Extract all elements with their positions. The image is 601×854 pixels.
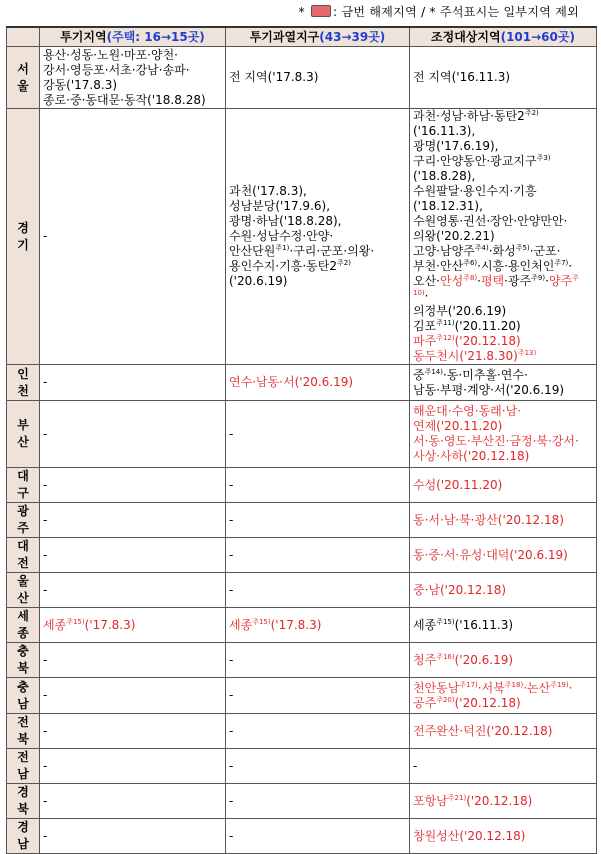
header-speculation-zone: 투기지역(주택: 16→15곳) — [40, 27, 226, 47]
footnote-mark: 주17) — [459, 680, 478, 689]
cell-adjustment-target — [410, 503, 597, 538]
cell-text: 포항남 — [413, 793, 448, 808]
note-text: : 금번 해제지역 / * 주석표시는 일부지역 제외 — [333, 5, 579, 19]
table-row — [7, 109, 597, 365]
cell-speculation-zone — [40, 819, 226, 854]
cell-text: ('17.8.3) — [84, 617, 136, 632]
cell-overheated-district — [226, 608, 410, 643]
cell-adjustment-target — [410, 47, 597, 109]
cell-speculation-zone — [40, 47, 226, 109]
cell-speculation-zone — [40, 643, 226, 678]
cell-text: 세종 — [413, 617, 437, 632]
cell-text: ('20.12.18) — [466, 793, 533, 808]
cell-overheated-district — [226, 468, 410, 503]
cell-speculation-zone — [40, 365, 226, 401]
cell-text: ('16.11.3), 광명('17.6.19), 구리·안양동안·광교지구 — [413, 124, 537, 168]
cell-text: - — [229, 426, 234, 441]
cell-text: - — [43, 758, 48, 773]
cell-text: · 공주 — [413, 680, 573, 710]
cell-text: 창원성산('20.12.18) — [413, 828, 526, 843]
footnote-mark: 주2) — [524, 109, 539, 117]
footnote-mark: 주16) — [436, 652, 455, 661]
footnote-mark: 주15) — [252, 617, 271, 626]
cell-adjustment-target — [410, 678, 597, 714]
table-row — [7, 401, 597, 468]
cell-text: 수성('20.11.20) — [413, 477, 503, 492]
header-row — [7, 27, 597, 47]
cell-speculation-zone — [40, 784, 226, 819]
cell-text: - — [229, 652, 234, 667]
footnote-mark: 주7) — [554, 259, 569, 267]
regulated-areas-table — [6, 26, 597, 854]
footnote-mark: 주19) — [550, 680, 569, 689]
region-name: 서 울 — [7, 47, 40, 109]
cell-overheated-district — [226, 401, 410, 468]
cell-text: ('20.6.19) — [229, 274, 288, 288]
table-row — [7, 819, 597, 854]
red-swatch-icon — [311, 5, 331, 17]
cell-text: - — [229, 688, 234, 702]
cell-speculation-zone — [40, 401, 226, 468]
cell-text: 세종 — [229, 617, 253, 632]
table-row — [7, 365, 597, 401]
footnote-mark: 주13) — [517, 349, 537, 357]
cell-text: ('20.11.20) — [454, 319, 521, 333]
region-name: 충 북 — [7, 643, 40, 678]
region-name: 울 산 — [7, 573, 40, 608]
footnote-mark: 주15) — [66, 617, 85, 626]
cell-text: - — [43, 723, 48, 738]
footnote-mark: 주11) — [436, 319, 455, 327]
cell-text: 전 지역('17.8.3) — [229, 70, 319, 84]
cell-text: ·시흥·용인처인 — [477, 259, 555, 273]
cell-speculation-zone — [40, 109, 226, 365]
table-row — [7, 749, 597, 784]
note-asterisk: * — [298, 5, 305, 19]
cell-text: ·서북 — [477, 680, 505, 695]
cell-text: - — [43, 229, 48, 243]
cell-text: - — [43, 547, 48, 562]
footnote-mark: 주6) — [463, 259, 478, 267]
cell-text: 용산·성동·노원·마포·양천· 강서·영등포·서초·강남·송파· 강동('17.8.3) 종로·중·동대문·동작('18.8.28) — [43, 47, 206, 107]
cell-text: - — [43, 375, 48, 389]
cell-text: 평택 — [480, 274, 505, 288]
table-row — [7, 47, 597, 109]
footnote-mark: 주10) — [413, 274, 579, 297]
region-name: 경 기 — [7, 109, 40, 365]
footnote-mark: 주5) — [515, 244, 530, 252]
cell-text: ·구리·군포·의왕· 용인수지·기흥·동탄2 — [229, 244, 375, 273]
cell-text: 과천('17.8.3), 성남분당('17.9.6), 광명·하남('18.8.28), 수원·성남수정·안양· 안산단원 — [229, 184, 342, 258]
footnote-mark: 주2) — [337, 259, 351, 267]
region-name: 경 북 — [7, 784, 40, 819]
cell-text: ('18.8.28), 수원팔달·용인수지·기흥('18.12.31), 수원영통·권선·장안·안양만안· 의왕('20.2.21) 고양·남양주 — [413, 169, 568, 258]
cell-text: ·화성 — [488, 244, 516, 258]
region-name: 충 남 — [7, 678, 40, 714]
table-row — [7, 784, 597, 819]
cell-text: 파주 — [413, 334, 437, 348]
table-row — [7, 678, 597, 714]
cell-adjustment-target — [410, 109, 597, 365]
cell-text: ('20.6.19) — [454, 652, 514, 667]
cell-speculation-zone — [40, 468, 226, 503]
cell-speculation-zone — [40, 749, 226, 784]
region-name: 대 전 — [7, 538, 40, 573]
cell-overheated-district — [226, 784, 410, 819]
cell-text: · 오산· — [413, 259, 573, 288]
cell-text: - — [43, 477, 48, 492]
cell-adjustment-target — [410, 749, 597, 784]
footnote-mark: 주20) — [436, 695, 455, 704]
footnote-mark: 주14) — [424, 367, 443, 376]
cell-adjustment-target — [410, 365, 597, 401]
region-name: 광 주 — [7, 503, 40, 538]
cell-text: 동·중·서·유성·대덕('20.6.19) — [413, 547, 568, 562]
cell-text: · — [477, 274, 481, 288]
cell-text: ('20.12.18) 동두천시('21.8.30) — [413, 334, 521, 363]
cell-text: - — [229, 723, 234, 738]
footnote-mark: 주3) — [536, 154, 551, 162]
cell-overheated-district — [226, 643, 410, 678]
cell-adjustment-target — [410, 784, 597, 819]
cell-overheated-district — [226, 678, 410, 714]
table-row — [7, 468, 597, 503]
cell-overheated-district — [226, 47, 410, 109]
cell-text: ·광주 — [504, 274, 532, 288]
cell-text: ('17.8.3) — [270, 617, 322, 632]
cell-text: - — [413, 758, 418, 773]
table-row — [7, 503, 597, 538]
region-name: 경 남 — [7, 819, 40, 854]
cell-overheated-district — [226, 503, 410, 538]
cell-text: 해운대·수영·동래·남· 연제('20.11.20) 서·동·영도·부산진·금정·북·강서· 사상·사하('20.12.18) — [413, 404, 579, 463]
cell-text: - — [229, 477, 234, 492]
cell-text: - — [229, 512, 234, 527]
cell-adjustment-target — [410, 573, 597, 608]
cell-text: - — [43, 426, 48, 441]
region-name: 부 산 — [7, 401, 40, 468]
cell-adjustment-target — [410, 714, 597, 749]
cell-adjustment-target — [410, 819, 597, 854]
cell-text: 과천·성남·하남·동탄2 — [413, 109, 525, 123]
cell-text: ('20.12.18) — [454, 695, 521, 710]
cell-text: · 의정부('20.6.19) 김포 — [413, 289, 507, 333]
footnote-mark: 주12) — [436, 334, 455, 342]
cell-text: - — [229, 758, 234, 773]
table-row — [7, 714, 597, 749]
cell-speculation-zone — [40, 538, 226, 573]
cell-overheated-district — [226, 538, 410, 573]
cell-adjustment-target — [410, 401, 597, 468]
cell-text: - — [43, 688, 48, 702]
cell-text: - — [43, 512, 48, 527]
cell-overheated-district — [226, 749, 410, 784]
cell-text: · — [545, 274, 549, 288]
cell-speculation-zone — [40, 714, 226, 749]
cell-text: 동·서·남·북·광산('20.12.18) — [413, 512, 564, 527]
cell-text: 세종 — [43, 617, 67, 632]
table-row — [7, 643, 597, 678]
cell-speculation-zone — [40, 608, 226, 643]
footnote-mark: 주21) — [447, 793, 467, 802]
footnote-mark: 주15) — [436, 617, 455, 626]
footnote-mark: 주9) — [531, 274, 546, 282]
cell-text: 천안동남 — [413, 680, 460, 695]
cell-overheated-district — [226, 365, 410, 401]
region-name: 인 천 — [7, 365, 40, 401]
cell-text: ·동·미추홀·연수· 남동·부평·계양·서('20.6.19) — [413, 367, 565, 397]
cell-text: - — [43, 793, 48, 808]
cell-text: 전 지역('16.11.3) — [413, 70, 511, 84]
cell-text: 양주 — [548, 274, 573, 288]
table-row — [7, 608, 597, 643]
region-name: 전 북 — [7, 714, 40, 749]
footnote-mark: 주8) — [463, 274, 478, 282]
footnote-mark: 주1) — [275, 244, 290, 252]
cell-text: - — [229, 828, 234, 843]
cell-text: 연수·남동·서('20.6.19) — [229, 375, 354, 389]
cell-adjustment-target — [410, 643, 597, 678]
cell-speculation-zone — [40, 573, 226, 608]
header-overheated-district: 투기과열지구(43→39곳) — [226, 27, 410, 47]
cell-text: 전주완산·덕진('20.12.18) — [413, 723, 553, 738]
cell-adjustment-target — [410, 468, 597, 503]
cell-overheated-district — [226, 109, 410, 365]
cell-overheated-district — [226, 573, 410, 608]
footnote-mark: 주18) — [504, 680, 524, 689]
cell-text: 중 — [413, 367, 425, 382]
header-adjustment-target: 조정대상지역(101→60곳) — [410, 27, 597, 47]
cell-text: - — [229, 793, 234, 808]
cell-adjustment-target — [410, 538, 597, 573]
cell-text: 청주 — [413, 652, 437, 667]
header-region — [7, 27, 40, 47]
cell-text: ('16.11.3) — [454, 617, 514, 632]
cell-adjustment-target — [410, 608, 597, 643]
cell-overheated-district — [226, 819, 410, 854]
region-name: 대 구 — [7, 468, 40, 503]
cell-overheated-district — [226, 714, 410, 749]
cell-text: - — [43, 828, 48, 843]
cell-text: - — [229, 547, 234, 562]
cell-text: 안성 — [440, 274, 464, 288]
region-name: 전 남 — [7, 749, 40, 784]
cell-text: ·논산 — [523, 680, 551, 695]
cell-text: - — [43, 582, 48, 597]
cell-speculation-zone — [40, 503, 226, 538]
cell-text: ·군포· 부천·안산 — [413, 244, 561, 273]
table-row — [7, 538, 597, 573]
cell-speculation-zone — [40, 678, 226, 714]
cell-text: 중·남('20.12.18) — [413, 582, 507, 597]
table-row — [7, 573, 597, 608]
region-name: 세 종 — [7, 608, 40, 643]
cell-text: - — [43, 652, 48, 667]
legend-note — [299, 3, 579, 20]
footnote-mark: 주4) — [474, 244, 489, 252]
cell-text: - — [229, 582, 234, 597]
